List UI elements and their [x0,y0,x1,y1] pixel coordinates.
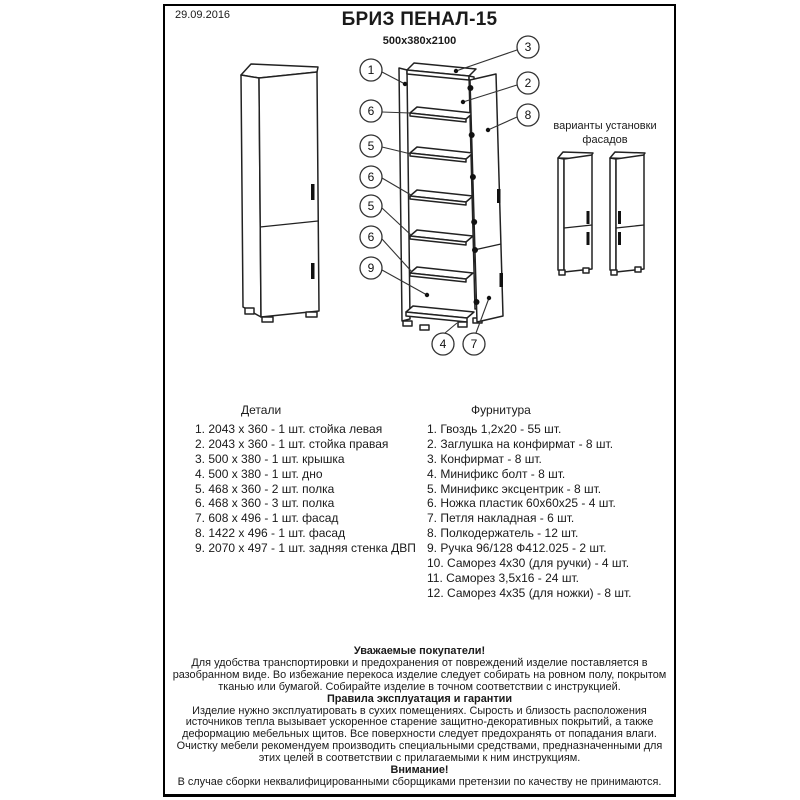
list-item: 6. Ножка пластик 60х60х25 - 4 шт. [427,496,616,511]
hardware-list-title: Фурнитура [471,403,531,417]
list-item: 4. Минификс болт - 8 шт. [427,466,566,481]
facade-variant-right-drawing [610,152,645,275]
list-item: 3. Конфирмат - 8 шт. [427,451,542,466]
door-handle [618,232,621,245]
callout-9 [360,257,382,279]
hinge [469,132,475,138]
shelves [410,107,473,282]
list-item: 3. 500 х 380 - 1 шт. крышка [195,451,345,466]
svg-text:5: 5 [367,139,375,153]
callout-2 [517,72,539,94]
door-handle [497,189,501,203]
svg-text:6: 6 [367,170,375,184]
list-item: 8. Полкодержатель - 12 шт. [427,526,579,541]
hinge [470,174,476,180]
svg-text:7: 7 [470,337,478,351]
facade-variants-label-line1: варианты установки [553,120,657,132]
callout-4 [432,333,454,355]
callout-5a [360,135,382,157]
svg-text:4: 4 [439,337,447,351]
callout-1 [360,59,382,81]
svg-text:2: 2 [524,76,532,90]
door-handle [311,184,315,200]
product-dimensions: 500х380х2100 [382,35,457,47]
callout-6b [360,166,382,188]
list-item: 9. Ручка 96/128 Ф412.025 - 2 шт. [427,541,607,556]
note-text-rules: Изделие нужно эксплуатировать в сухих помещениях. Сырость и близость расположения источников тепла вызывает ускоренное старение защитно-декоративных покрытий, а также деформацию мебельных щитов. Все поверхности следует предохранять от попадания влаги. Очистку мебели рекомендуем производить специальными средствами, предназначенными для этих целей в соответствии с прилагаемыми к ним инструкциям. [176,704,663,765]
page-title: БРИЗ ПЕНАЛ-15 [341,9,498,30]
svg-text:6: 6 [367,104,375,118]
list-item: 7. Петля накладная - 6 шт. [427,511,575,526]
list-item: 4. 500 х 380 - 1 шт. дно [195,466,323,481]
callout-5b [360,195,382,217]
list-item: 1. Гвоздь 1,2х20 - 55 шт. [427,421,562,436]
note-text-transport: Для удобства транспортировки и предохранения от повреждений изделие поставляется в разобранном виде. Во избежание перекоса изделие следует собирать на ровном полу, покрытом тканью или бумагой. Собирайте изделие в точном соответствии с инструкцией. [172,656,667,693]
note-text-attention: В случае сборки неквалифицированными сборщиками претензии по качеству не принимаются. [177,775,662,788]
parts-list [195,403,425,556]
parts-list-title: Детали [241,403,282,417]
list-item: 12. Саморез 4х35 (для ножки) - 8 шт. [427,585,632,600]
hardware-list [427,403,669,601]
list-item: 10. Саморез 4х30 (для ручки) - 4 шт. [427,556,630,571]
hinge [471,219,477,225]
list-item: 2. 2043 х 360 - 1 шт. стойка правая [195,436,389,451]
facade-variants-label [543,119,667,147]
list-item: 2. Заглушка на конфирмат - 8 шт. [427,436,614,451]
note-heading-attention: Внимание! [390,764,449,777]
list-item: 1. 2043 х 360 - 1 шт. стойка левая [195,421,383,436]
door-handle [311,263,315,279]
callout-6a [360,100,382,122]
svg-text:8: 8 [524,108,532,122]
svg-text:1: 1 [367,63,375,77]
callout-8 [517,104,539,126]
assembled-cabinet-drawing [241,64,319,322]
svg-text:5: 5 [367,199,375,213]
door-handle [587,211,590,224]
hinge [472,247,478,253]
document-date: 29.09.2016 [175,9,231,21]
list-item: 11. Саморез 3,5х16 - 24 шт. [427,570,579,585]
list-item: 5. Минификс эксцентрик - 8 шт. [427,481,602,496]
list-item: 8. 1422 х 496 - 1 шт. фасад [195,526,346,541]
hinge [474,299,480,305]
note-heading-customers: Уважаемые покупатели! [353,645,486,657]
exploded-cabinet-drawing [399,63,503,330]
customer-notes [169,646,670,789]
callout-3 [517,36,539,58]
door-handle [618,211,621,224]
svg-text:3: 3 [524,40,532,54]
callout-6c [360,226,382,248]
facade-variants-label-line2: фасадов [582,134,628,146]
open-door [467,74,503,322]
hinge [467,85,473,91]
document-frame [163,4,676,797]
list-item: 9. 2070 х 497 - 1 шт. задняя стенка ДВП [195,541,416,556]
door-handle [500,273,504,287]
door-handle [587,232,590,245]
svg-text:6: 6 [367,230,375,244]
svg-text:9: 9 [367,261,375,275]
list-item: 5. 468 х 360 - 2 шт. полка [195,481,335,496]
facade-variant-left-drawing [558,152,593,275]
callout-7 [463,333,485,355]
list-item: 7. 608 х 496 - 1 шт. фасад [195,511,339,526]
list-item: 6. 468 х 360 - 3 шт. полка [195,496,335,511]
note-heading-rules: Правила эксплуатация и гарантии [326,692,513,705]
assembly-diagram [165,6,674,406]
